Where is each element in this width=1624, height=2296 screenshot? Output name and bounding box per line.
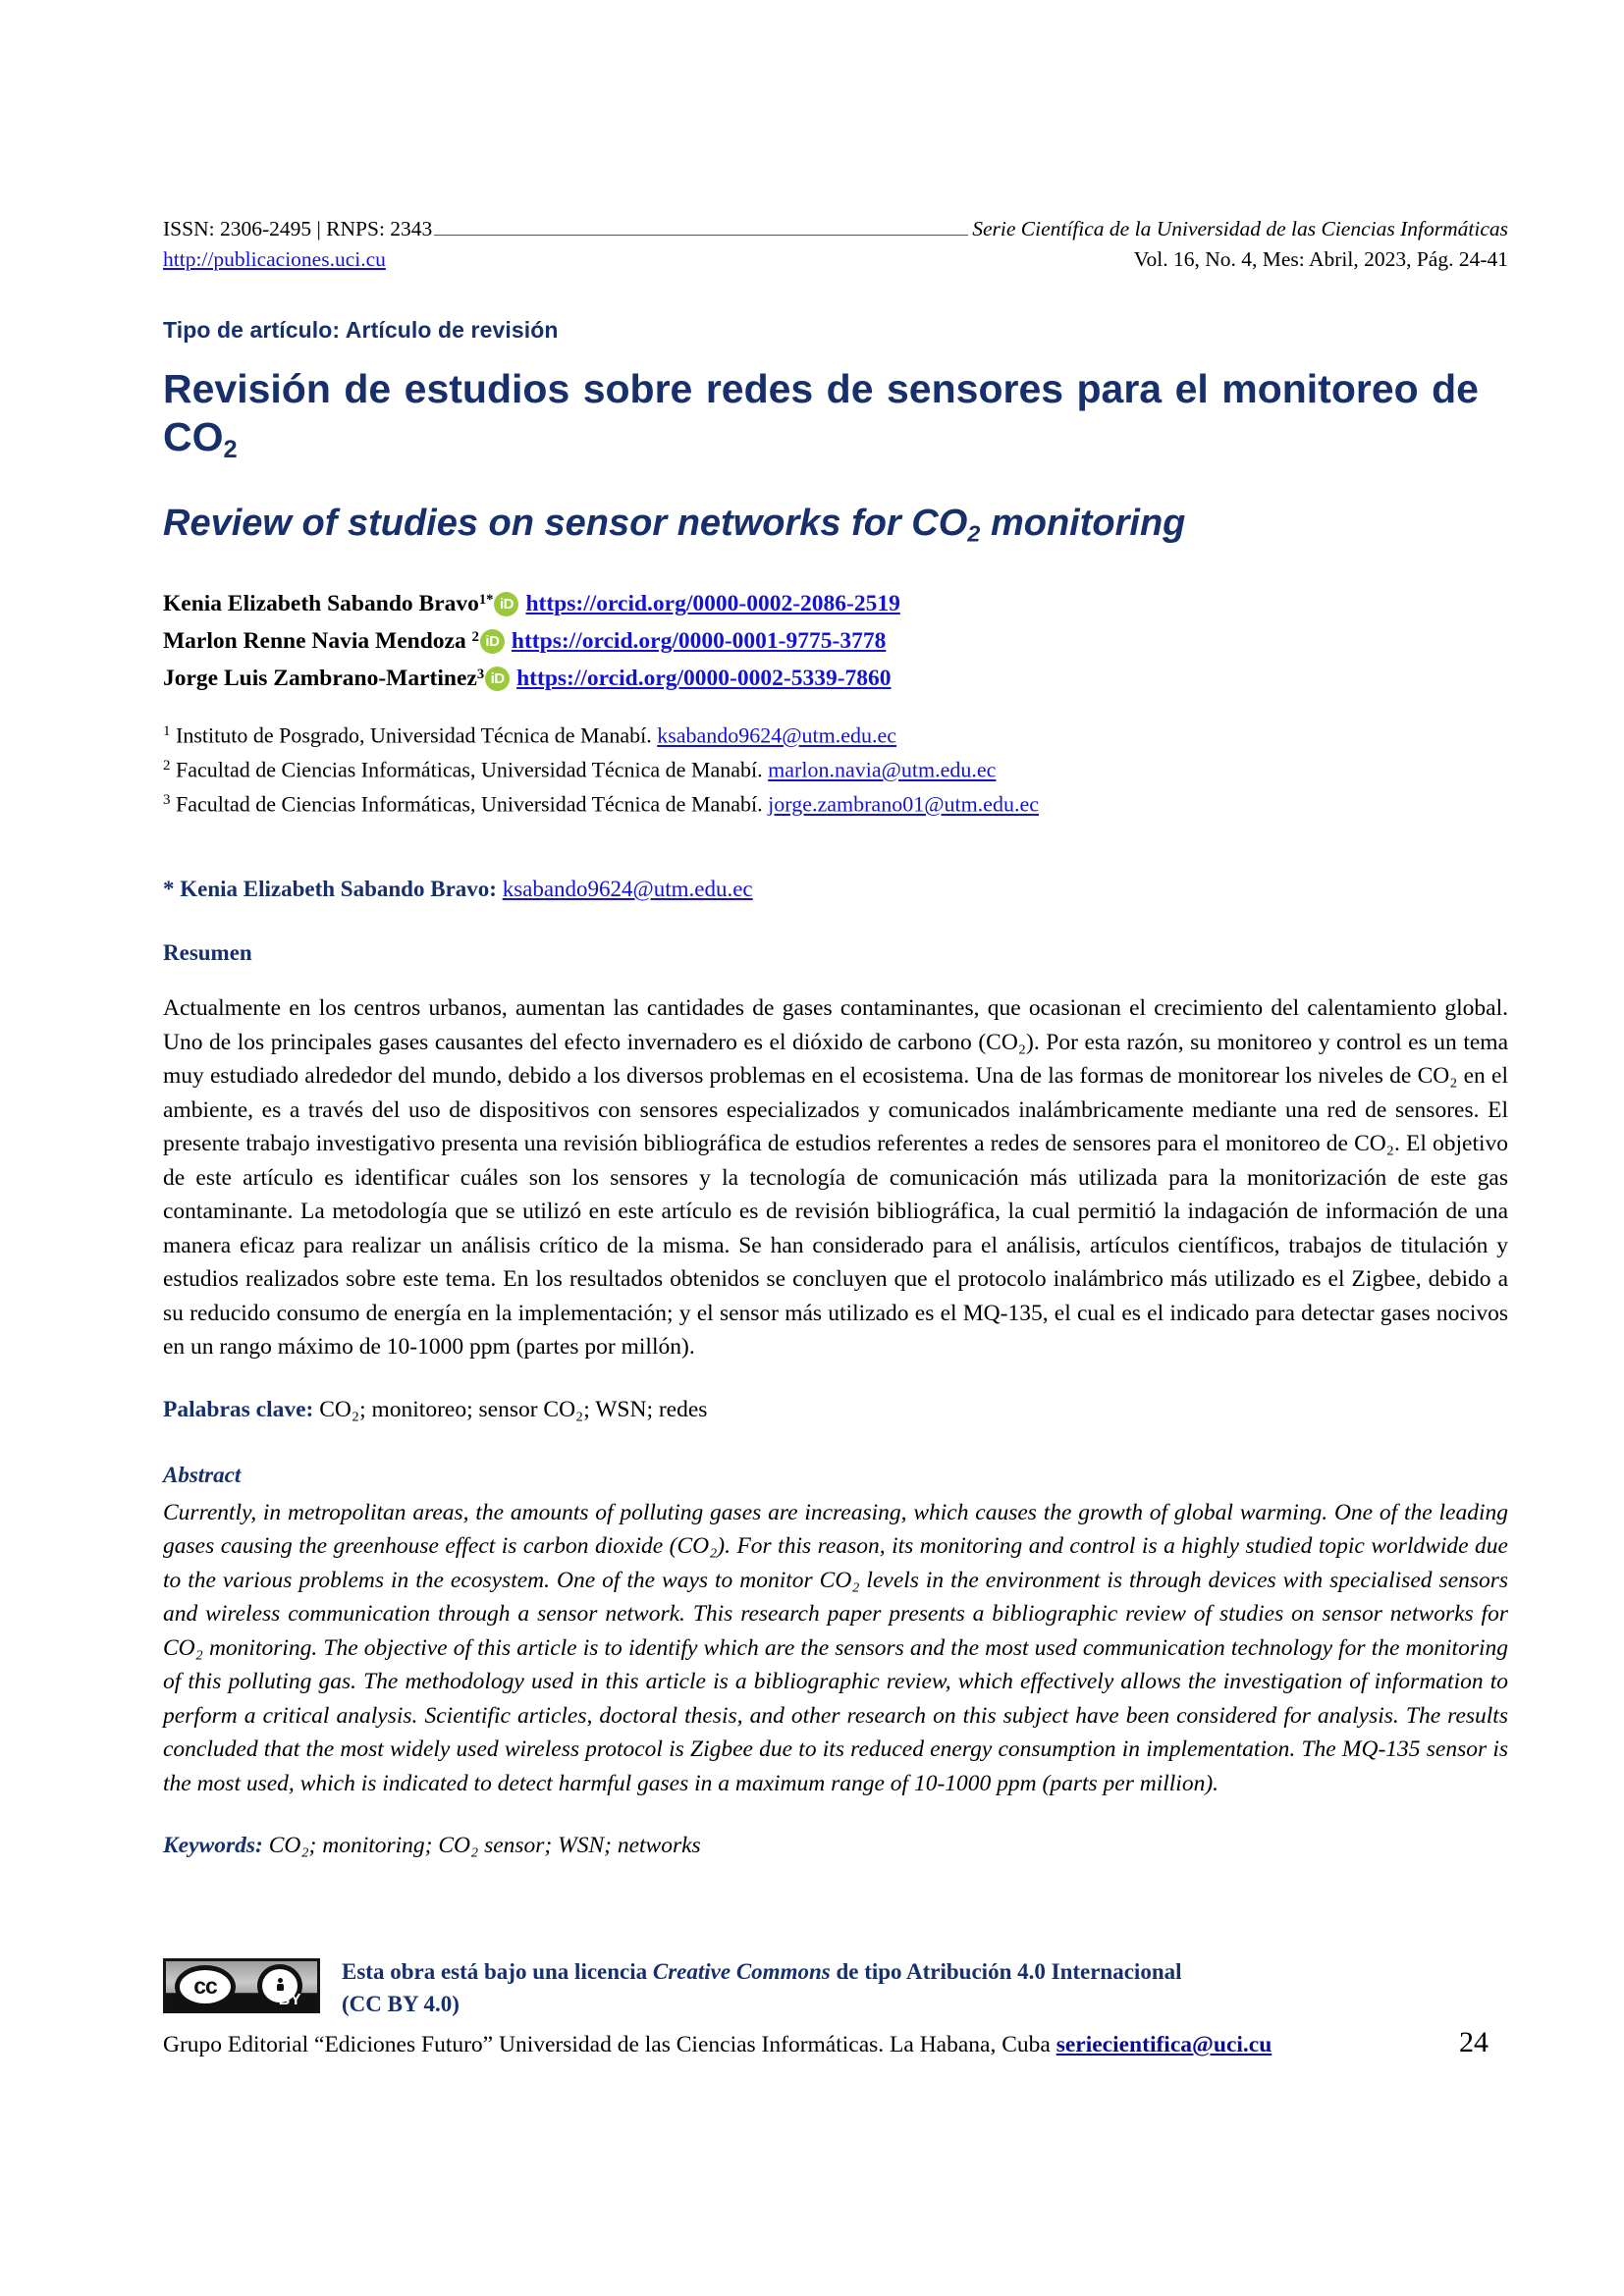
author-row	[163, 587, 1508, 620]
page-title-es	[163, 365, 1479, 464]
license-block	[163, 1955, 1530, 2020]
corresponding-author-label: * Kenia Elizabeth Sabando Bravo:	[163, 877, 503, 901]
license-text	[342, 1955, 1182, 2020]
cc-by-label: BY	[278, 1992, 301, 2008]
issue-line: Vol. 16, No. 4, Mes: Abril, 2023, Pág. 24-41	[1133, 247, 1508, 271]
author-list	[163, 587, 1508, 695]
running-head-row-2	[163, 244, 1508, 274]
license-line-2: (CC BY 4.0)	[342, 1992, 460, 2016]
keywords-en-value: CO₂; monitoring; CO₂ sensor; WSN; networks	[262, 1833, 701, 1858]
affiliation-email-link[interactable]: jorge.zambrano01@utm.edu.ec	[768, 791, 1039, 817]
affiliation-list	[163, 717, 1508, 820]
affiliation-text: Facultad de Ciencias Informáticas, Universidad Técnica de Manabí.	[170, 791, 769, 817]
affiliation-marker: 2	[163, 758, 171, 774]
keywords-en	[163, 1833, 1508, 1859]
publisher-text: Grupo Editorial “Ediciones Futuro” Universidad de las Ciencias Informáticas. La Habana, Cuba	[163, 2032, 1056, 2057]
license-cc-name: Creative Commons	[652, 1959, 831, 1984]
author-row	[163, 662, 1508, 695]
header-rule	[434, 234, 968, 236]
orcid-link[interactable]: https://orcid.org/0000-0002-5339-7860	[516, 666, 892, 691]
keywords-es-label: Palabras clave:	[163, 1396, 314, 1422]
keywords-en-label: Keywords:	[163, 1833, 263, 1858]
keywords-es	[163, 1397, 1508, 1423]
author-name: Kenia Elizabeth Sabando Bravo$^{1*}$	[163, 591, 494, 616]
orcid-link[interactable]: https://orcid.org/0000-0001-9775-3778	[511, 628, 887, 654]
orcid-icon: iD	[480, 629, 505, 654]
orcid-icon: iD	[494, 592, 518, 616]
affiliation-item	[163, 751, 1508, 785]
author-affiliation-marker: 2	[471, 629, 479, 646]
author-name: Marlon Renne Navia Mendoza $^2$	[163, 628, 479, 654]
title-en-subscript: 2	[967, 520, 981, 547]
publisher-line	[163, 2032, 1272, 2058]
journal-email-link[interactable]: seriecientifica@uci.cu	[1056, 2032, 1272, 2057]
license-post: de tipo Atribución 4.0 Internacional	[830, 1959, 1182, 1984]
running-head	[163, 214, 1508, 274]
heading-resumen: Resumen	[163, 940, 252, 965]
page-title-en	[163, 501, 1508, 546]
corresponding-author	[163, 877, 1508, 902]
license-pre: Esta obra está bajo una licencia	[342, 1959, 653, 1984]
cc-circle-icon: cc	[175, 1965, 236, 2008]
creative-commons-badge-icon	[163, 1958, 320, 2013]
author-affiliation-marker: 3	[476, 667, 485, 683]
affiliation-marker: 1	[163, 723, 171, 739]
affiliation-item	[163, 717, 1508, 751]
title-es-line1: Revisión de estudios sobre redes de sensores para el	[163, 366, 1209, 411]
author-affiliation-marker: 1*	[478, 592, 494, 609]
orcid-link[interactable]: https://orcid.org/0000-0002-2086-2519	[525, 591, 900, 616]
affiliation-text: Instituto de Posgrado, Universidad Técnica de Manabí.	[170, 722, 658, 748]
abstract-en-body: Currently, in metropolitan areas, the amounts of polluting gases are increasing, which causes the growth of global warming. One of the leading gases causing the greenhouse effect is carbon dioxide (CO₂). For this reason, its monitoring and control is a highly studied topic worldwide due to the various problems in the ecosystem. One of the ways to monitor CO₂ levels in the environment is through devices with specialised sensors and wireless communication through a sensor network. This research paper presents a bibliographic review of studies on sensor networks for CO₂ monitoring. The objective of this article is to identify which are the sensors and the most used communication technology for the monitoring of this polluting gas. The methodology used in this article is a bibliographic review, which effectively allows the investigation of information to perform a critical analysis. Scientific articles, doctoral thesis, and other research on this subject have been considered for analysis. The results concluded that the most widely used wireless protocol is Zigbee due to its reduced energy consumption in implementation. The MQ-135 sensor is the most used, which is indicated to detect harmful gases in a maximum range of 10-1000 ppm (parts per million).	[163, 1499, 1508, 1796]
title-en-post: monitoring	[980, 503, 1186, 544]
page-footer	[163, 1955, 1530, 2059]
publisher-site-link[interactable]: http://publicaciones.uci.cu	[163, 247, 386, 271]
title-es-subscript: 2	[223, 436, 238, 464]
affiliation-item	[163, 785, 1508, 820]
abstract-es-body: Actualmente en los centros urbanos, aumentan las cantidades de gases contaminantes, que ocasionan el crecimiento del calentamiento global. Uno de los principales gases causantes del efecto invernadero es el dióxido de carbono (CO₂). Por esta razón, su monitoreo y control es un tema muy estudiado alrededor del mundo, debido a los diversos problemas en el ecosistema. Una de las formas de monitorear los niveles de CO₂ en el ambiente, es a través del uso de dispositivos con sensores especializados y comunicados inalámbricamente mediante una red de sensores. El presente trabajo investigativo presenta una revisión bibliográfica de estudios referentes a redes de sensores para el monitoreo de CO₂. El objetivo de este artículo es identificar cuáles son los sensores y la tecnología de comunicación más utilizada para la monitorización de este gas contaminante. La metodología que se utilizó en este artículo es de revisión bibliográfica, la cual permitió la indagación de información de una manera eficaz para realizar un análisis crítico de la misma. Se han considerado para el análisis, artículos científicos, trabajos de titulación y estudios realizados sobre este tema. En los resultados obtenidos se concluyen que el protocolo inalámbrico más utilizado es el Zigbee, debido a su reducido consumo de energía en la implementación; y el sensor más utilizado es el MQ-135, el cual es el indicado para detectar gases nocivos en un rango máximo de 10-1000 ppm (partes por millón).	[163, 995, 1508, 1360]
orcid-icon: iD	[485, 667, 510, 691]
author-name: Jorge Luis Zambrano-Martinez$^3$	[163, 666, 485, 691]
title-en-pre: Review of studies on sensor networks for CO	[163, 503, 968, 544]
issn-line: ISSN: 2306-2495 | RNPS: 2343	[163, 217, 433, 240]
affiliation-email-link[interactable]: marlon.navia@utm.edu.ec	[768, 757, 997, 782]
title-es-line2: monitoreo de $CO_2$	[163, 366, 1479, 464]
page-number: 24	[1459, 2026, 1489, 2058]
heading-abstract: Abstract	[163, 1462, 242, 1487]
journal-name: Serie Científica de la Universidad de las Ciencias Informáticas	[972, 217, 1508, 240]
author-row	[163, 624, 1508, 658]
affiliation-marker: 3	[163, 792, 171, 808]
article-type-label: Tipo de artículo: Artículo de revisión	[163, 317, 559, 343]
affiliation-text: Facultad de Ciencias Informáticas, Universidad Técnica de Manabí.	[170, 757, 769, 782]
affiliation-email-link[interactable]: ksabando9624@utm.edu.ec	[657, 722, 897, 748]
running-head-row-1	[163, 214, 1508, 243]
footer-bottom-row	[163, 2026, 1530, 2059]
keywords-es-value: CO₂; monitoreo; sensor CO₂; WSN; redes	[313, 1396, 708, 1422]
person-glyph-icon	[277, 1978, 284, 1991]
corresponding-author-email-link[interactable]: ksabando9624@utm.edu.ec	[502, 877, 753, 901]
